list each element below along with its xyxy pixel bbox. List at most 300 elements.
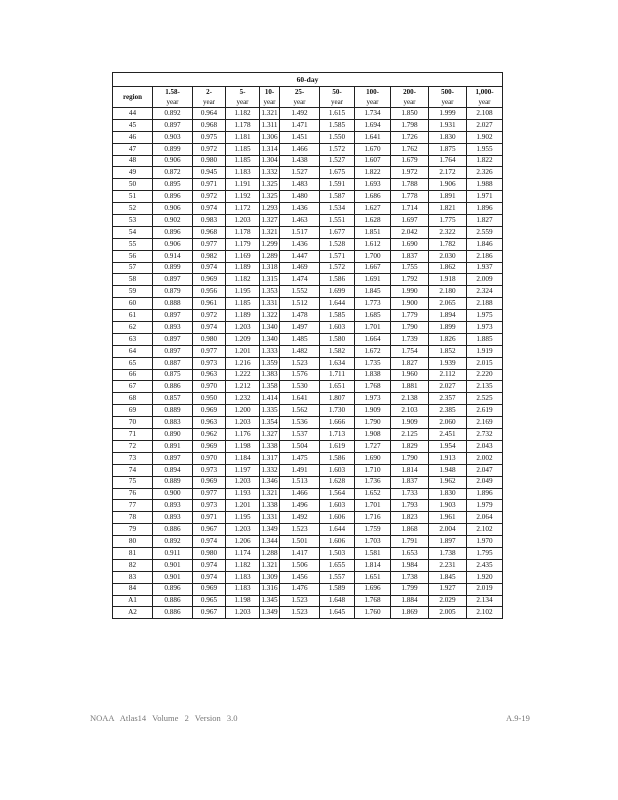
value-cell: 0.901 [153,571,193,583]
value-cell: 1.795 [467,547,503,559]
value-cell: 1.331 [260,298,280,310]
value-cell: 0.886 [153,524,193,536]
value-cell: 1.557 [320,571,355,583]
value-cell: 1.696 [355,583,391,595]
value-cell: 0.897 [153,119,193,131]
value-cell: 2.385 [429,405,467,417]
table-row [113,310,503,322]
value-cell: 1.195 [226,512,260,524]
value-cell: 1.322 [260,310,280,322]
value-cell: 1.169 [226,250,260,262]
value-cell: 1.550 [320,131,355,143]
value-cell: 2.559 [467,226,503,238]
value-cell: 1.338 [260,440,280,452]
value-cell: 1.321 [260,108,280,120]
value-cell: 1.185 [226,155,260,167]
value-cell: 1.653 [391,547,429,559]
value-cell: 1.868 [391,524,429,536]
value-cell: 2.138 [391,393,429,405]
value-cell: 0.967 [193,607,226,619]
table-row [113,274,503,286]
value-cell: 1.664 [355,333,391,345]
value-cell: 1.491 [280,464,320,476]
value-cell: 2.030 [429,250,467,262]
value-cell: 0.914 [153,250,193,262]
value-cell: 2.451 [429,429,467,441]
value-cell: 2.525 [467,393,503,405]
value-cell: 1.690 [355,452,391,464]
value-cell: 1.793 [391,500,429,512]
value-cell: 0.974 [193,203,226,215]
value-cell: 1.517 [280,226,320,238]
value-cell: 1.764 [429,155,467,167]
value-cell: 1.899 [429,322,467,334]
value-cell: 0.969 [193,583,226,595]
value-cell: 2.005 [429,607,467,619]
value-cell: 1.353 [260,286,280,298]
value-cell: 1.586 [320,452,355,464]
value-cell: 1.349 [260,607,280,619]
value-cell: 2.322 [429,226,467,238]
column-header-unit: year [478,97,491,106]
region-cell: 66 [113,369,153,381]
value-cell: 1.755 [391,262,429,274]
value-cell: 2.619 [467,405,503,417]
value-cell: 0.901 [153,559,193,571]
value-cell: 1.537 [280,429,320,441]
value-cell: 1.309 [260,571,280,583]
value-cell: 0.969 [193,405,226,417]
value-cell: 1.961 [429,512,467,524]
value-cell: 2.027 [467,119,503,131]
value-cell: 1.677 [320,226,355,238]
value-cell: 1.850 [391,108,429,120]
value-cell: 1.672 [355,345,391,357]
value-cell: 1.948 [429,464,467,476]
table-row [113,512,503,524]
value-cell: 1.327 [260,215,280,227]
value-cell: 1.954 [429,440,467,452]
value-cell: 0.897 [153,345,193,357]
value-cell: 1.667 [355,262,391,274]
value-cell: 0.945 [193,167,226,179]
region-cell: 44 [113,108,153,120]
value-cell: 1.572 [320,262,355,274]
table-row [113,155,503,167]
value-cell: 1.790 [391,322,429,334]
value-cell: 1.332 [260,167,280,179]
region-cell: 73 [113,452,153,464]
value-cell: 1.466 [280,143,320,155]
value-cell: 0.897 [153,310,193,322]
value-cell: 0.906 [153,203,193,215]
region-cell: 67 [113,381,153,393]
value-cell: 1.655 [320,559,355,571]
value-cell: 1.700 [355,250,391,262]
value-cell: 1.896 [467,203,503,215]
value-cell: 1.612 [355,238,391,250]
value-cell: 1.497 [280,322,320,334]
column-header [226,87,260,108]
value-cell: 1.184 [226,452,260,464]
value-cell: 1.189 [226,310,260,322]
region-cell: 45 [113,119,153,131]
region-cell: 77 [113,500,153,512]
value-cell: 1.931 [429,119,467,131]
value-cell: 2.027 [429,381,467,393]
value-cell: 1.738 [391,571,429,583]
table-row [113,345,503,357]
value-cell: 1.830 [429,131,467,143]
table-row [113,536,503,548]
region-cell: 65 [113,357,153,369]
value-cell: 1.881 [391,381,429,393]
value-cell: 1.513 [280,476,320,488]
region-cell: 46 [113,131,153,143]
value-cell: 0.886 [153,595,193,607]
value-cell: 1.788 [391,179,429,191]
value-cell: 2.220 [467,369,503,381]
value-cell: 0.972 [193,310,226,322]
value-cell: 1.172 [226,203,260,215]
value-cell: 2.125 [391,429,429,441]
value-cell: 1.736 [355,476,391,488]
value-cell: 2.102 [467,607,503,619]
value-cell: 2.015 [467,357,503,369]
value-cell: 1.359 [260,357,280,369]
value-cell: 1.884 [391,595,429,607]
value-cell: 1.417 [280,547,320,559]
value-cell: 0.963 [193,417,226,429]
value-cell: 1.875 [429,143,467,155]
value-cell: 1.469 [280,262,320,274]
value-cell: 1.975 [467,310,503,322]
column-header [280,87,320,108]
value-cell: 0.896 [153,583,193,595]
value-cell: 1.200 [226,405,260,417]
value-cell: 0.970 [193,381,226,393]
value-cell: 1.451 [280,131,320,143]
value-cell: 1.414 [260,393,280,405]
value-cell: 1.185 [226,298,260,310]
value-cell: 1.333 [260,345,280,357]
value-cell: 1.821 [429,203,467,215]
value-cell: 1.321 [260,226,280,238]
value-cell: 0.888 [153,298,193,310]
value-cell: 0.964 [193,108,226,120]
value-cell: 2.231 [429,559,467,571]
column-header-unit: year [403,97,416,106]
value-cell: 1.289 [260,250,280,262]
table-row [113,203,503,215]
value-cell: 1.701 [355,500,391,512]
value-cell: 1.627 [355,203,391,215]
value-cell: 0.895 [153,179,193,191]
value-cell: 1.576 [280,369,320,381]
value-cell: 1.697 [391,215,429,227]
column-header-unit: year [330,97,344,106]
value-cell: 0.973 [193,464,226,476]
value-cell: 2.043 [467,440,503,452]
value-cell: 1.182 [226,559,260,571]
value-cell: 1.645 [320,607,355,619]
value-cell: 2.102 [467,524,503,536]
value-cell: 1.591 [320,179,355,191]
value-cell: 1.920 [467,571,503,583]
column-header-period: 10- [264,87,275,96]
value-cell: 1.909 [391,417,429,429]
value-cell: 1.606 [320,536,355,548]
value-cell: 1.198 [226,440,260,452]
value-cell: 1.482 [280,345,320,357]
value-cell: 0.950 [193,393,226,405]
value-cell: 1.318 [260,262,280,274]
value-cell: 1.960 [391,369,429,381]
table-row [113,524,503,536]
table-row [113,452,503,464]
value-cell: 1.471 [280,119,320,131]
value-cell: 1.733 [391,488,429,500]
value-cell: 2.049 [467,476,503,488]
value-cell: 1.512 [280,298,320,310]
value-cell: 0.977 [193,345,226,357]
value-cell: 1.528 [320,238,355,250]
value-cell: 0.899 [153,262,193,274]
region-cell: 68 [113,393,153,405]
value-cell: 0.911 [153,547,193,559]
value-cell: 0.969 [193,440,226,452]
table-row [113,131,503,143]
value-cell: 1.990 [391,286,429,298]
value-cell: 2.172 [429,167,467,179]
value-cell: 1.354 [260,417,280,429]
table-row [113,500,503,512]
value-cell: 0.857 [153,393,193,405]
region-cell: 62 [113,322,153,334]
value-cell: 1.988 [467,179,503,191]
column-header-period: 200- [403,87,416,96]
value-cell: 1.606 [320,512,355,524]
value-cell: 0.886 [153,607,193,619]
value-cell: 1.332 [260,464,280,476]
region-cell: 64 [113,345,153,357]
value-cell: 0.906 [153,155,193,167]
footer-publication: NOAA Atlas14 Volume 2 Version 3.0 [90,713,238,723]
value-cell: 1.999 [429,108,467,120]
region-cell: 53 [113,215,153,227]
value-cell: 0.879 [153,286,193,298]
value-cell: 1.973 [467,322,503,334]
value-cell: 1.299 [260,238,280,250]
value-cell: 1.564 [320,488,355,500]
value-cell: 1.791 [391,536,429,548]
value-cell: 1.937 [467,262,503,274]
value-cell: 1.641 [355,131,391,143]
value-cell: 1.589 [320,583,355,595]
value-cell: 2.188 [467,298,503,310]
value-cell: 1.619 [320,440,355,452]
frequency-factor-table [112,72,503,619]
value-cell: 0.973 [193,500,226,512]
region-cell: 79 [113,524,153,536]
value-cell: 0.974 [193,262,226,274]
region-cell: A2 [113,607,153,619]
column-header [260,87,280,108]
value-cell: 1.203 [226,607,260,619]
value-cell: 0.963 [193,369,226,381]
value-cell: 0.889 [153,405,193,417]
region-cell: 52 [113,203,153,215]
value-cell: 1.648 [320,595,355,607]
table-row [113,119,503,131]
value-cell: 1.713 [320,429,355,441]
value-cell: 1.327 [260,429,280,441]
value-cell: 1.203 [226,524,260,536]
table-row [113,559,503,571]
value-cell: 0.872 [153,167,193,179]
region-cell: 74 [113,464,153,476]
value-cell: 0.896 [153,191,193,203]
region-cell: 55 [113,238,153,250]
value-cell: 1.346 [260,476,280,488]
value-cell: 1.790 [391,452,429,464]
value-cell: 0.903 [153,131,193,143]
value-cell: 1.586 [320,274,355,286]
value-cell: 1.984 [391,559,429,571]
table-row [113,369,503,381]
value-cell: 1.306 [260,131,280,143]
value-cell: 1.562 [280,405,320,417]
value-cell: 1.773 [355,298,391,310]
value-cell: 0.896 [153,226,193,238]
value-cell: 1.822 [355,167,391,179]
value-cell: 1.483 [280,179,320,191]
value-cell: 1.694 [355,119,391,131]
table-row [113,393,503,405]
value-cell: 1.331 [260,512,280,524]
value-cell: 1.534 [320,203,355,215]
value-cell: 0.980 [193,547,226,559]
table-row [113,298,503,310]
value-cell: 1.580 [320,333,355,345]
value-cell: 2.186 [467,250,503,262]
region-cell: 60 [113,298,153,310]
table-row [113,262,503,274]
table-row [113,357,503,369]
value-cell: 0.975 [193,131,226,143]
value-cell: 1.478 [280,310,320,322]
column-header [467,87,503,108]
value-cell: 0.983 [193,215,226,227]
value-cell: 0.982 [193,250,226,262]
value-cell: 1.198 [226,595,260,607]
column-header [153,87,193,108]
value-cell: 1.344 [260,536,280,548]
table-row [113,607,503,619]
value-cell: 0.968 [193,226,226,238]
region-cell: 71 [113,429,153,441]
column-header-unit: year [166,97,179,106]
value-cell: 1.768 [355,381,391,393]
value-cell: 1.830 [429,488,467,500]
value-cell: 1.436 [280,238,320,250]
column-header-unit: year [366,97,379,106]
table-row [113,215,503,227]
value-cell: 1.845 [355,286,391,298]
value-cell: 1.436 [280,203,320,215]
value-cell: 1.182 [226,274,260,286]
value-cell: 1.845 [429,571,467,583]
value-cell: 1.536 [280,417,320,429]
value-cell: 1.814 [391,464,429,476]
value-cell: 1.222 [226,369,260,381]
region-cell: 75 [113,476,153,488]
value-cell: 1.585 [320,119,355,131]
value-cell: 1.201 [226,500,260,512]
region-cell: 84 [113,583,153,595]
value-cell: 1.779 [391,310,429,322]
table-row [113,108,503,120]
value-cell: 1.862 [429,262,467,274]
value-cell: 2.324 [467,286,503,298]
value-cell: 1.551 [320,215,355,227]
value-cell: 1.349 [260,524,280,536]
value-cell: 2.103 [391,405,429,417]
value-cell: 1.703 [355,536,391,548]
value-cell: 0.891 [153,440,193,452]
value-cell: 1.496 [280,500,320,512]
value-cell: 1.913 [429,452,467,464]
value-cell: 0.893 [153,322,193,334]
column-header-period: 500- [441,87,454,96]
value-cell: 1.759 [355,524,391,536]
value-cell: 1.358 [260,381,280,393]
value-cell: 1.730 [320,405,355,417]
value-cell: 1.885 [467,333,503,345]
value-cell: 1.232 [226,393,260,405]
value-cell: 1.340 [260,333,280,345]
value-cell: 1.581 [355,547,391,559]
value-cell: 1.738 [429,547,467,559]
table-row [113,571,503,583]
value-cell: 1.644 [320,524,355,536]
value-cell: 1.216 [226,357,260,369]
value-cell: 1.183 [226,571,260,583]
value-cell: 1.972 [391,167,429,179]
value-cell: 2.435 [467,559,503,571]
value-cell: 1.523 [280,524,320,536]
value-cell: 1.869 [391,607,429,619]
table-row [113,547,503,559]
region-column-header: region [113,87,153,108]
value-cell: 1.838 [355,369,391,381]
value-cell: 0.971 [193,512,226,524]
table-row [113,191,503,203]
value-cell: 1.690 [391,238,429,250]
value-cell: 1.203 [226,476,260,488]
table-row [113,143,503,155]
value-cell: 1.902 [467,131,503,143]
column-header-period: 100- [366,87,379,96]
column-header [193,87,226,108]
table-row [113,322,503,334]
region-cell: 47 [113,143,153,155]
region-cell: 51 [113,191,153,203]
value-cell: 1.891 [429,191,467,203]
table-row [113,238,503,250]
value-cell: 1.739 [391,333,429,345]
table-row [113,476,503,488]
